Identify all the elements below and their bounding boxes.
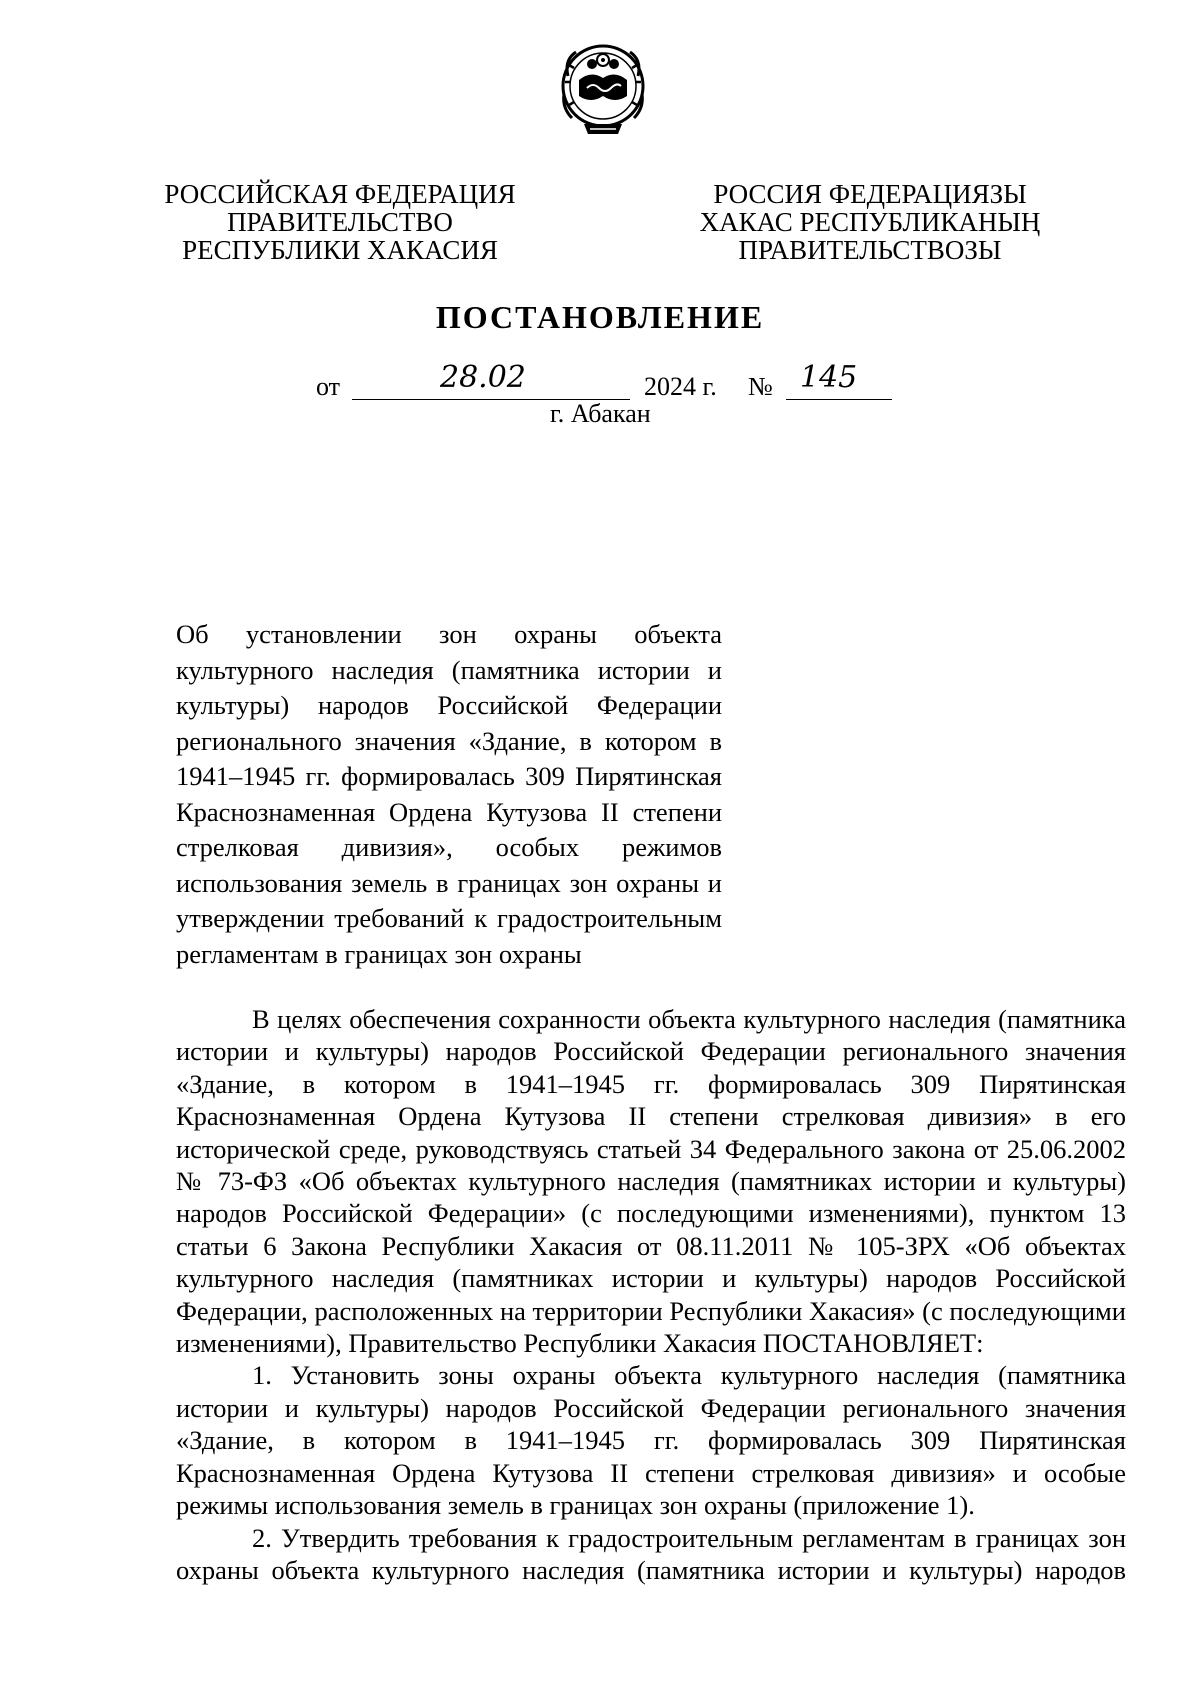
document-type-title: ПОСТАНОВЛЕНИЕ (435, 299, 765, 335)
header-left-line-2: ПРАВИТЕЛЬСТВО (227, 207, 453, 237)
header-right-line-1: РОССИЯ ФЕДЕРАЦИЯЗЫ (713, 179, 1027, 209)
body-line: культурного наследия (памятниках истории и культуры) народов Российской (176, 1263, 1126, 1294)
header-left-block (160, 180, 520, 264)
subject-line: стрелковая дивизия», особых режимов (176, 832, 722, 862)
republic-emblem-icon (554, 38, 652, 142)
header-left-line-3: РЕСПУБЛИКИ ХАКАСИЯ (182, 235, 498, 265)
body-line: «Здание, в котором в 1941–1945 гг. формировалась 309 Пирятинская (176, 1068, 1126, 1099)
subject-line: регламентам в границах зон охраны (176, 938, 582, 969)
handwritten-date: 28.02 (440, 360, 526, 395)
subject-line: использования земель в границах зон охраны и (176, 867, 722, 898)
year-label: 2024 г. (644, 372, 717, 401)
header-left-line-1: РОССИЙСКАЯ ФЕДЕРАЦИЯ (164, 179, 516, 209)
body-line: Федерации, расположенных на территории Республики Хакасия» (с последующими (176, 1295, 1126, 1326)
body-line: охраны объекта культурного наследия (памятника истории и культуры) народов (176, 1554, 1126, 1585)
body-line: В целях обеспечения сохранности объекта культурного наследия (памятника (252, 1004, 1126, 1034)
body-line: 2. Утвердить требования к градостроительным регламентам в границах зон (252, 1522, 1126, 1553)
city-label: г. Абакан (550, 399, 651, 428)
body-line: режимы использования земель в границах зон охраны (приложение 1). (176, 1490, 975, 1521)
body-line: истории и культуры) народов Российской Федерации регионального значения (176, 1392, 1126, 1423)
body-line: статьи 6 Закона Республики Хакасия от 08.11.2011 № 105-ЗРХ «Об объектах (176, 1230, 1126, 1261)
subject-line: Об установлении зон охраны объекта (176, 619, 722, 649)
body-line: Краснознаменная Ордена Кутузова II степени стрелковая дивизия» и особые (176, 1457, 1126, 1488)
subject-line: утверждении требований к градостроительным (176, 903, 722, 933)
header-right-line-2: ХАКАС РЕСПУБЛИКАНЫҢ (699, 207, 1041, 237)
body-line: народов Российской Федерации» (с последующими изменениями), пунктом 13 (176, 1198, 1126, 1229)
subject-line: 1941–1945 гг. формировалась 309 Пирятинская (176, 761, 722, 791)
subject-line: регионального значения «Здание, в котором в (176, 725, 722, 756)
subject-line: культуры) народов Российской Федерации (176, 690, 722, 720)
from-label: от (316, 372, 341, 401)
subject-line: Краснознаменная Ордена Кутузова II степени (176, 796, 722, 827)
body-line: истории и культуры) народов Российской Федерации регионального значения (176, 1036, 1126, 1067)
header-right-block (690, 180, 1050, 264)
document-body (176, 1003, 1126, 1586)
handwritten-number: 145 (800, 360, 858, 395)
header-right-line-3: ПРАВИТЕЛЬСТВОЗЫ (738, 235, 1002, 265)
number-underline (786, 399, 892, 400)
number-label: № (748, 372, 773, 401)
date-number-line (0, 360, 1200, 400)
body-line: изменениями), Правительство Республики Хакасия ПОСТАНОВЛЯЕТ: (176, 1328, 984, 1359)
body-line: Краснознаменная Ордена Кутузова II степени стрелковая дивизия» в его (176, 1101, 1126, 1132)
body-line: исторической среде, руководствуясь статьей 34 Федерального закона от 25.06.2002 (176, 1133, 1126, 1164)
document-subject (176, 617, 722, 972)
body-line: 1. Установить зоны охраны объекта культурного наследия (памятника (252, 1360, 1126, 1391)
subject-line: культурного наследия (памятника истории и (176, 654, 722, 685)
body-line: № 73-ФЗ «Об объектах культурного наследия (памятниках истории и культуры) (176, 1166, 1126, 1197)
body-line: «Здание, в котором в 1941–1945 гг. формировалась 309 Пирятинская (176, 1425, 1126, 1456)
